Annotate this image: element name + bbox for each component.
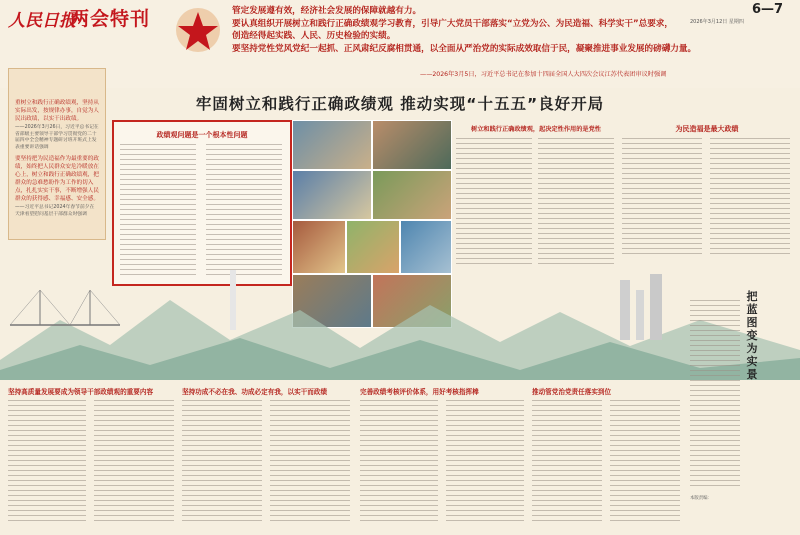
credits: 本版责编： [690, 496, 712, 501]
article-title: 政绩观问题是一个根本性问题 [156, 131, 248, 139]
article-4 [8, 386, 176, 526]
photo [292, 170, 372, 220]
photo [372, 170, 452, 220]
article-text [446, 400, 524, 524]
masthead-logo: 人民日报 [8, 11, 76, 31]
special-edition-title: 两会特刊 [70, 8, 151, 30]
article-text [456, 138, 532, 266]
quote-line: 创造经得起实践、人民、历史检验的实绩。 [232, 31, 396, 42]
article-text [182, 400, 262, 524]
article-text [8, 400, 86, 524]
quote-line: 要认真组织开展树立和践行正确政绩观学习教育，引导广大党员干部落实“立党为公、为民造福、科学实干”总要求， [232, 18, 673, 29]
article-title: 坚持高质量发展要成为领导干部政绩观的重要内容 [8, 388, 154, 396]
main-headline: 牢固树立和践行正确政绩观 推动实现“十五五”良好开局 [195, 95, 605, 113]
sidebar-quotes [8, 68, 106, 240]
page-number: 6—7 [752, 2, 784, 17]
article-text [532, 400, 602, 524]
article-title: 为民造福是最大政绩 [675, 125, 739, 133]
sidebar-quote-1: 重树立和践行正确政绩观，坚持从实际出发，按规律办事，自觉为人民出政绩，以实干出政绩。 [15, 100, 99, 122]
article-text [710, 138, 790, 256]
leader-quote [232, 5, 762, 55]
article-text [94, 400, 174, 524]
photo [372, 120, 452, 170]
article-text [360, 400, 438, 524]
quote-line: 管定发展遵有效，经济社会发展的保障就越有力。 [232, 6, 422, 16]
article-title: 树立和践行正确政绩观，起决定性作用的是党性 [471, 126, 601, 133]
photo [292, 120, 372, 170]
sidebar-source-2: ——习近平总书记2024年春节前夕在天津看望慰问基层干部群众时强调 [15, 205, 95, 217]
article-7 [532, 386, 682, 526]
landscape-illustration [0, 250, 800, 380]
sidebar-source-1: ——2026年3月26日，习近平总书记在省部级主要领导干部学习贯彻党的二十届四中全会精神专题研讨班开班式上发表重要讲话强调 [15, 125, 99, 150]
article-text [622, 138, 702, 256]
article-5 [182, 386, 352, 526]
article-title: 完善政绩考核评价体系，用好考核指挥棒 [360, 388, 479, 396]
article-text [610, 400, 680, 524]
vertical-title: 把蓝图变为实景 [746, 290, 758, 381]
article-text [538, 138, 614, 266]
issue-date: 2026年3月12日 星期四 [690, 19, 744, 25]
article-title: 坚持功成不必在我、功成必定有我，以实干而政绩 [182, 388, 328, 396]
article-title: 推动管党治党责任落实到位 [532, 388, 612, 396]
quote-line: 要坚持党性党风党纪一起抓、正风肃纪反腐相贯通，以全面从严治党的实际成效取信于民，凝聚推进事业发展的磅礴力量。 [232, 43, 697, 54]
article-text [690, 300, 740, 490]
article-6 [360, 386, 526, 526]
article-text [270, 400, 350, 524]
star-emblem-icon [172, 6, 224, 58]
sidebar-quote-2: 要坚持把为民造福作为最重要的政绩，始终把人民群众安危冷暖放在心上，树立和践行正确政绩观，把群众的急难愁盼作为工作的切入点，扎扎实实干事，不断增强人民群众的获得感、幸福感、安全感。 [15, 156, 99, 203]
quote-source: ——2026年3月5日，习近平总书记在参加十四届全国人大四次会议江苏代表团审议时强调 [420, 71, 667, 78]
